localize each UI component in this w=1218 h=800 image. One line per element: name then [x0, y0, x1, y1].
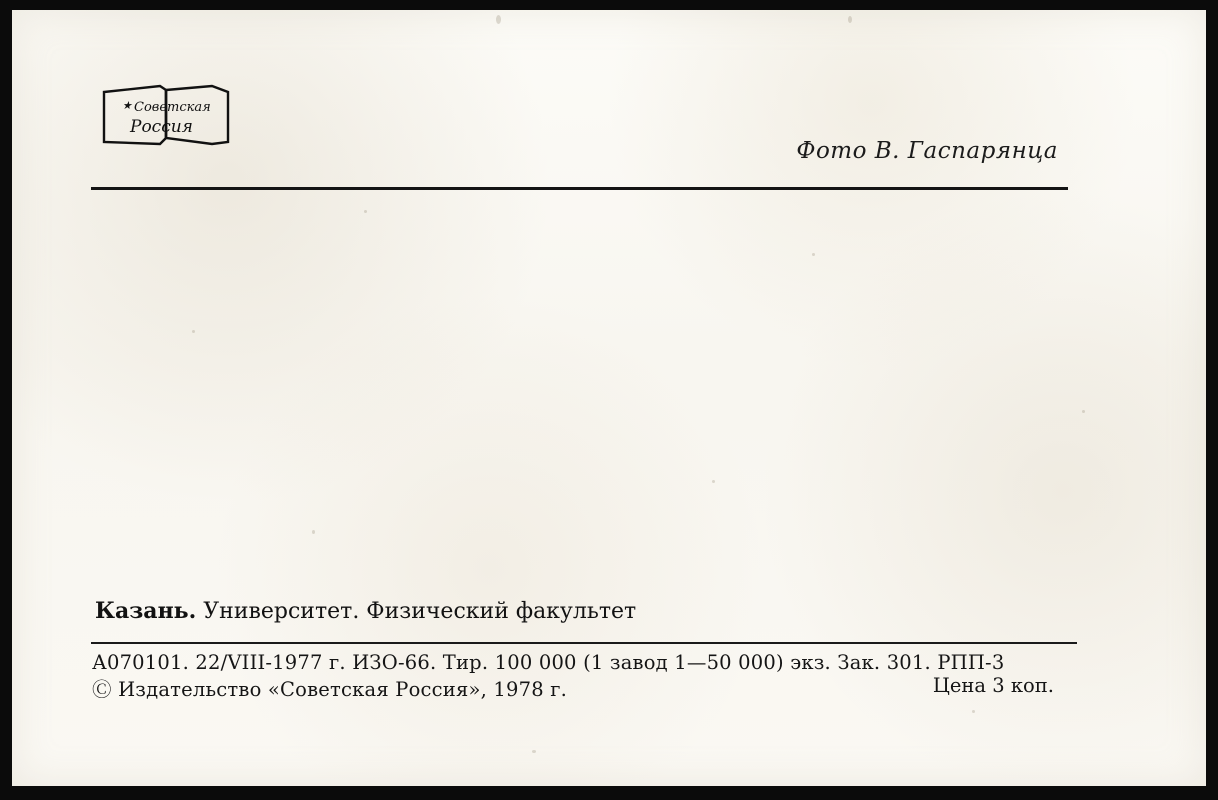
- paper-speck: [364, 210, 367, 213]
- bottom-divider-rule: [91, 642, 1077, 644]
- svg-text:Россия: Россия: [130, 117, 193, 137]
- publisher-logo: [100, 82, 234, 154]
- postcard-back-surface: [12, 10, 1206, 786]
- imprint-technical-line: А070101. 22/VIII-1977 г. ИЗО-66. Тир. 100 000 (1 завод 1—50 000) экз. Зак. 301. РПП-3: [92, 651, 1005, 674]
- paper-speck: [712, 480, 715, 483]
- top-divider-rule: [91, 187, 1068, 190]
- paper-speck: [812, 253, 815, 256]
- imprint-publisher-line: Ⓒ Издательство «Советская Россия», 1978 г.: [92, 678, 568, 701]
- photographer-credit: Фото В. Гаспарянца: [796, 138, 1058, 164]
- paper-speck: [1082, 410, 1085, 413]
- paper-speck: [312, 530, 315, 534]
- svg-text:★: ★: [122, 99, 132, 112]
- caption-rest: Университет. Физический факультет: [196, 599, 637, 624]
- svg-text:Советская: Советская: [134, 100, 211, 115]
- paper-speck: [532, 750, 536, 753]
- paper-speck: [972, 710, 975, 713]
- caption-place: Казань.: [95, 598, 197, 624]
- page-title: [95, 598, 636, 624]
- paper-speck: [848, 16, 852, 23]
- paper-speck: [496, 15, 501, 24]
- paper-speck: [192, 330, 195, 333]
- imprint-price: Цена 3 коп.: [932, 674, 1054, 697]
